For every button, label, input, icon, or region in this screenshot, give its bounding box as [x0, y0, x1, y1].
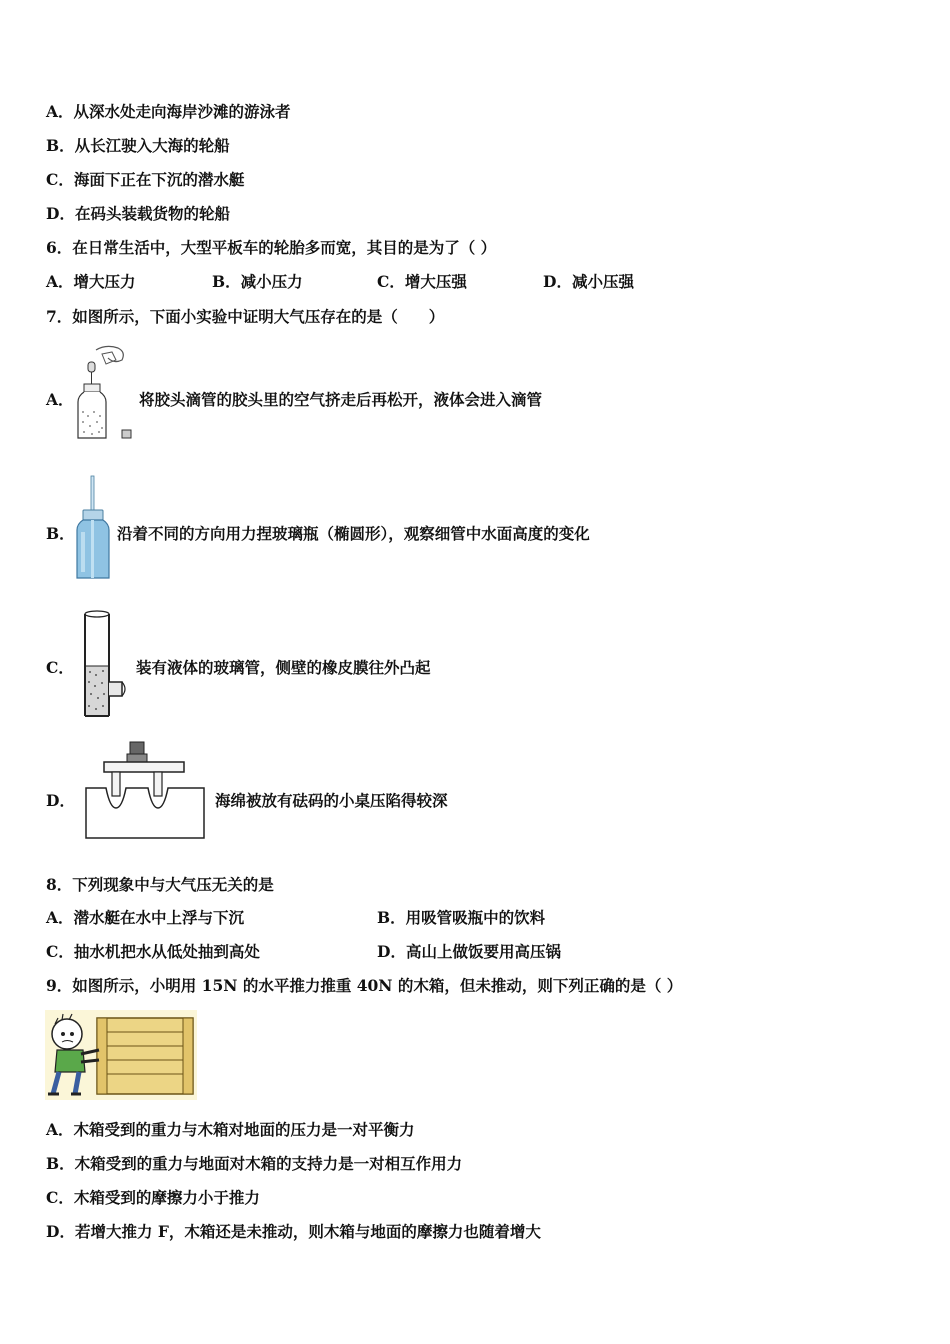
- q8-option-b: B．用吸管吸瓶中的饮料: [377, 908, 546, 927]
- q6-option-b: B．减小压力: [212, 272, 303, 291]
- q7-option-d-letter: D．: [46, 791, 75, 810]
- q7-option-c-text: 装有液体的玻璃管，侧壁的橡皮膜往外凸起: [136, 658, 431, 677]
- q7-option-c-letter: C．: [46, 658, 74, 677]
- q8-option-d: D．高山上做饭要用高压锅: [377, 942, 561, 961]
- q6-option-a: A．增大压力: [46, 272, 136, 291]
- q5-option-d: D．在码头装载货物的轮船: [46, 204, 230, 223]
- dropper-bottle-figure: [72, 342, 134, 446]
- q5-option-b: B．从长江驶入大海的轮船: [46, 136, 230, 155]
- q9-option-b: B．木箱受到的重力与地面对木箱的支持力是一对相互作用力: [46, 1154, 463, 1173]
- q8-option-c: C．抽水机把水从低处抽到高处: [46, 942, 260, 961]
- q5-option-c: C．海面下正在下沉的潜水艇: [46, 170, 245, 189]
- q8-option-a: A．潜水艇在水中上浮与下沉: [46, 908, 245, 927]
- q6-option-d: D．减小压强: [543, 272, 634, 291]
- q9-option-c: C．木箱受到的摩擦力小于推力: [46, 1188, 260, 1207]
- q7-option-a-text: 将胶头滴管的胶头里的空气挤走后再松开，液体会进入滴管: [139, 390, 543, 409]
- q6-option-c: C．增大压强: [377, 272, 467, 291]
- q7-option-b-text: 沿着不同的方向用力捏玻璃瓶（椭圆形），观察细管中水面高度的变化: [117, 524, 590, 543]
- q7-option-a-letter: A．: [46, 390, 74, 409]
- q9-option-a: A．木箱受到的重力与木箱对地面的压力是一对平衡力: [46, 1120, 415, 1139]
- q9-stem: 9．如图所示，小明用 15N 的水平推力推重 40N 的木箱，但未推动，则下列正确的是（ ）: [46, 976, 683, 995]
- q7-option-d-text: 海绵被放有砝码的小桌压陷得较深: [215, 791, 448, 810]
- q5-option-a: A．从深水处走向海岸沙滩的游泳者: [46, 102, 291, 121]
- q7-option-b-letter: B．: [46, 524, 75, 543]
- q7-stem: 7．如图所示，下面小实验中证明大气压存在的是（ ）: [46, 307, 445, 326]
- q6-stem: 6．在日常生活中，大型平板车的轮胎多而宽，其目的是为了（ ）: [46, 238, 497, 257]
- q8-stem: 8．下列现象中与大气压无关的是: [46, 875, 274, 894]
- glass-tube-membrane-figure: [80, 608, 132, 720]
- squeeze-bottle-figure: [72, 474, 116, 584]
- q9-option-d: D．若增大推力 F，木箱还是未推动，则木箱与地面的摩擦力也随着增大: [46, 1222, 541, 1241]
- sponge-table-weight-figure: [84, 738, 208, 842]
- boy-pushing-crate-figure: [45, 1010, 197, 1100]
